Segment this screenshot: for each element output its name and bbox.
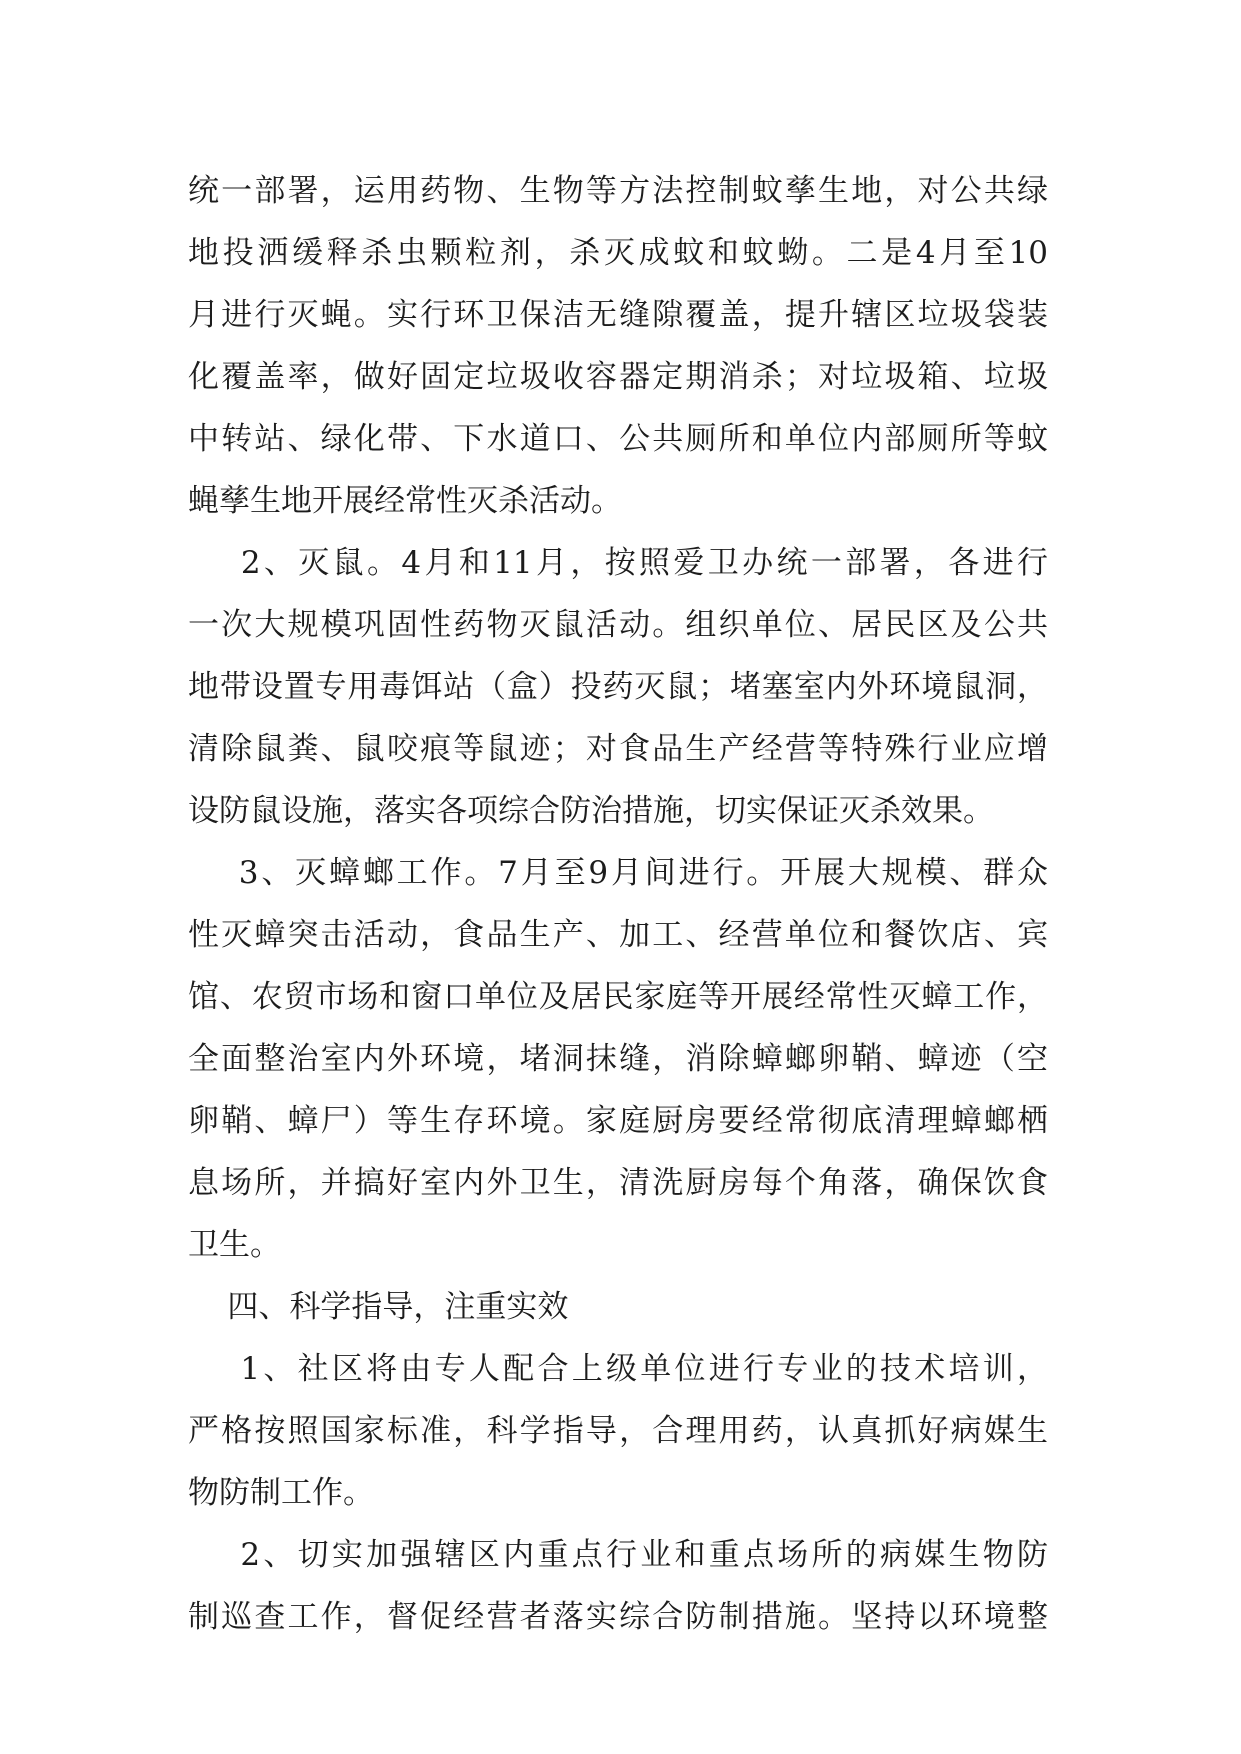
text-line: 卵鞘、蟑尸）等生存环境。家庭厨房要经常彻底清理蟑螂栖 — [188, 1103, 1048, 1139]
section-heading: 四、科学指导，注重实效 — [188, 1289, 569, 1325]
text-line: 全面整治室内外环境，堵洞抹缝，消除蟑螂卵鞘、蟑迹（空 — [188, 1041, 1048, 1077]
body-text — [188, 160, 1048, 1648]
text-line: 1、社区将由专人配合上级单位进行专业的技术培训， — [188, 1351, 1048, 1387]
text-line: 化覆盖率，做好固定垃圾收容器定期消杀；对垃圾箱、垃圾 — [188, 359, 1048, 395]
text-line: 月进行灭蝇。实行环卫保洁无缝隙覆盖，提升辖区垃圾袋装 — [188, 297, 1048, 333]
text-line: 2、切实加强辖区内重点行业和重点场所的病媒生物防 — [188, 1537, 1048, 1573]
text-line: 清除鼠粪、鼠咬痕等鼠迹；对食品生产经营等特殊行业应增 — [188, 731, 1048, 767]
text-line: 中转站、绿化带、下水道口、公共厕所和单位内部厕所等蚊 — [188, 421, 1048, 457]
text-line: 蝇孳生地开展经常性灭杀活动。 — [188, 483, 622, 519]
text-line: 卫生。 — [188, 1227, 281, 1263]
text-line: 3、灭蟑螂工作。7月至9月间进行。开展大规模、群众 — [188, 855, 1048, 891]
text-line: 物防制工作。 — [188, 1475, 374, 1511]
text-line: 统一部署，运用药物、生物等方法控制蚊孳生地，对公共绿 — [188, 173, 1048, 209]
text-line: 馆、农贸市场和窗口单位及居民家庭等开展经常性灭蟑工作， — [188, 979, 1048, 1015]
text-line: 设防鼠设施，落实各项综合防治措施，切实保证灭杀效果。 — [188, 793, 994, 829]
text-line: 息场所，并搞好室内外卫生，清洗厨房每个角落，确保饮食 — [188, 1165, 1048, 1201]
text-line: 2、灭鼠。4月和11月，按照爱卫办统一部署，各进行 — [188, 545, 1048, 581]
text-line: 性灭蟑突击活动，食品生产、加工、经营单位和餐饮店、宾 — [188, 917, 1048, 953]
text-line: 地带设置专用毒饵站（盒）投药灭鼠；堵塞室内外环境鼠洞， — [188, 669, 1048, 705]
text-line: 制巡查工作，督促经营者落实综合防制措施。坚持以环境整 — [188, 1599, 1048, 1635]
text-line: 严格按照国家标准，科学指导，合理用药，认真抓好病媒生 — [188, 1413, 1048, 1449]
text-line: 一次大规模巩固性药物灭鼠活动。组织单位、居民区及公共 — [188, 607, 1048, 643]
text-line: 地投洒缓释杀虫颗粒剂，杀灭成蚊和蚊蚴。二是4月至10 — [188, 235, 1048, 271]
